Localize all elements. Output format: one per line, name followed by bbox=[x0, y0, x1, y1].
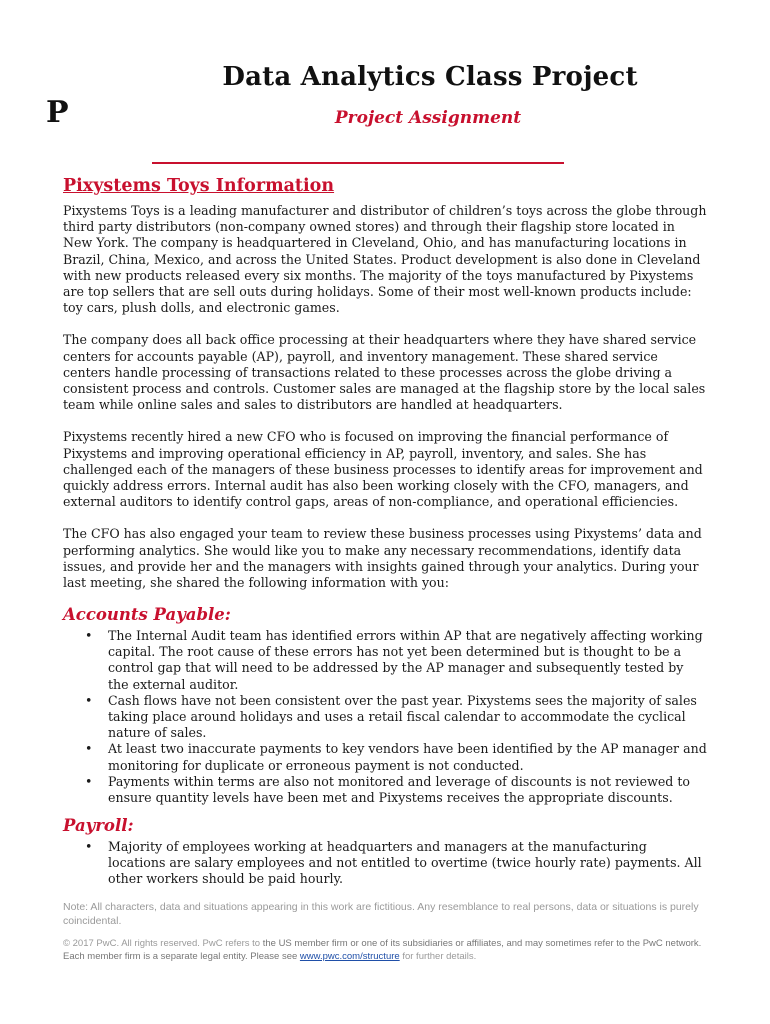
logo-fragment: P bbox=[46, 95, 69, 130]
list-item bbox=[63, 693, 707, 742]
list-item-text: Cash flows have not been consistent over the past year. Pixystems sees the majority of sales taking place around holidays and uses a retail fiscal calendar to accommodate the cyclical nature of sales. bbox=[108, 692, 697, 741]
bullet-icon: • bbox=[85, 773, 93, 789]
paragraph-engagement: The CFO has also engaged your team to review these business processes using Pixystems’ data and performing analytics. She would like you to make any necessary recommendations, identify data issues, and provide her and the managers with insights gained through your analytics. During your last meeting, she shared the following information with you: bbox=[63, 526, 702, 591]
copyright-end-text: for further details. bbox=[399, 951, 477, 962]
page-title: Data Analytics Class Project bbox=[222, 62, 638, 92]
paragraph-new-cfo: Pixystems recently hired a new CFO who is focused on improving the financial performance of Pixystems and improving operational efficiency in AP, payroll, inventory, and sales. She has challenged each of the managers of these business processes to identify areas for improvement and quickly address errors. Internal audit has also been working closely with the CFO, managers, and external auditors to identify control gaps, areas of non-compliance, and operational efficiencies. bbox=[63, 429, 703, 510]
payroll-heading: Payroll: bbox=[63, 816, 134, 836]
list-item bbox=[63, 741, 707, 773]
accounts-payable-heading: Accounts Payable: bbox=[63, 605, 231, 625]
section-heading: Pixystems Toys Information bbox=[63, 176, 335, 196]
document-body bbox=[63, 176, 707, 897]
paragraph-back-office: The company does all back office processing at their headquarters where they have shared service centers for accounts payable (AP), payroll, and inventory management. These shared service centers handle processing of transactions related to these processes across the globe driving a consistent process and controls. Customer sales are managed at the flagship store by the local sales team while online sales and sales to distributors are handled at headquarters. bbox=[63, 332, 706, 413]
list-item-text: The Internal Audit team has identified errors within AP that are negatively affecting working capital. The root cause of these errors has not yet been determined but is thought to be a control gap that will need to be addressed by the AP manager and subsequently tested by the external auditor. bbox=[108, 627, 703, 692]
bullet-icon: • bbox=[85, 692, 93, 708]
bullet-icon: • bbox=[85, 627, 93, 643]
payroll-list bbox=[63, 839, 707, 888]
copyright-notice bbox=[63, 937, 711, 963]
page-subtitle: Project Assignment bbox=[334, 108, 522, 128]
copyright-text: © 2017 PwC. All rights reserved. PwC refers to bbox=[63, 938, 263, 949]
bullet-icon: • bbox=[85, 838, 93, 854]
fictitious-note: Note: All characters, data and situations appearing in this work are fictitious. Any resemblance to real persons, data or situations is purely coincidental. bbox=[63, 901, 699, 927]
bullet-icon: • bbox=[85, 741, 93, 757]
list-item-text: At least two inaccurate payments to key vendors have been identified by the AP manager and monitoring for duplicate or erroneous payment is not conducted. bbox=[108, 741, 707, 773]
list-item bbox=[63, 628, 707, 693]
pwc-structure-link[interactable]: www.pwc.com/structure bbox=[299, 951, 400, 962]
list-item-text: Majority of employees working at headquarters and managers at the manufacturing locations are salary employees and not entitled to overtime (twice hourly rate) payments. All other workers should be paid hourly. bbox=[108, 838, 702, 887]
header-divider bbox=[152, 162, 564, 164]
list-item bbox=[63, 839, 707, 888]
paragraph-company-overview: Pixystems Toys is a leading manufacturer and distributor of children’s toys across the globe through third party distributors (non-company owned stores) and through their flagship store located in New York. The company is headquartered in Cleveland, Ohio, and has manufacturing locations in Brazil, China, Mexico, and across the United States. Product development is also done in Cleveland with new products released every six months. The majority of the toys manufactured by Pixystems are top sellers that are sell outs during holidays. Some of their most well-known products include: toy cars, plush dolls, and electronic games. bbox=[63, 203, 707, 316]
copyright-entity-text: the US member firm or one of its subsidiaries or affiliates, and may sometimes refer to the PwC network. Each member firm is a separate legal entity. Please see bbox=[63, 938, 702, 962]
list-item-text: Payments within terms are also not monitored and leverage of discounts is not reviewed to ensure quantity levels have been met and Pixystems receives the appropriate discounts. bbox=[108, 773, 691, 805]
accounts-payable-list bbox=[63, 628, 707, 806]
list-item bbox=[63, 774, 707, 806]
